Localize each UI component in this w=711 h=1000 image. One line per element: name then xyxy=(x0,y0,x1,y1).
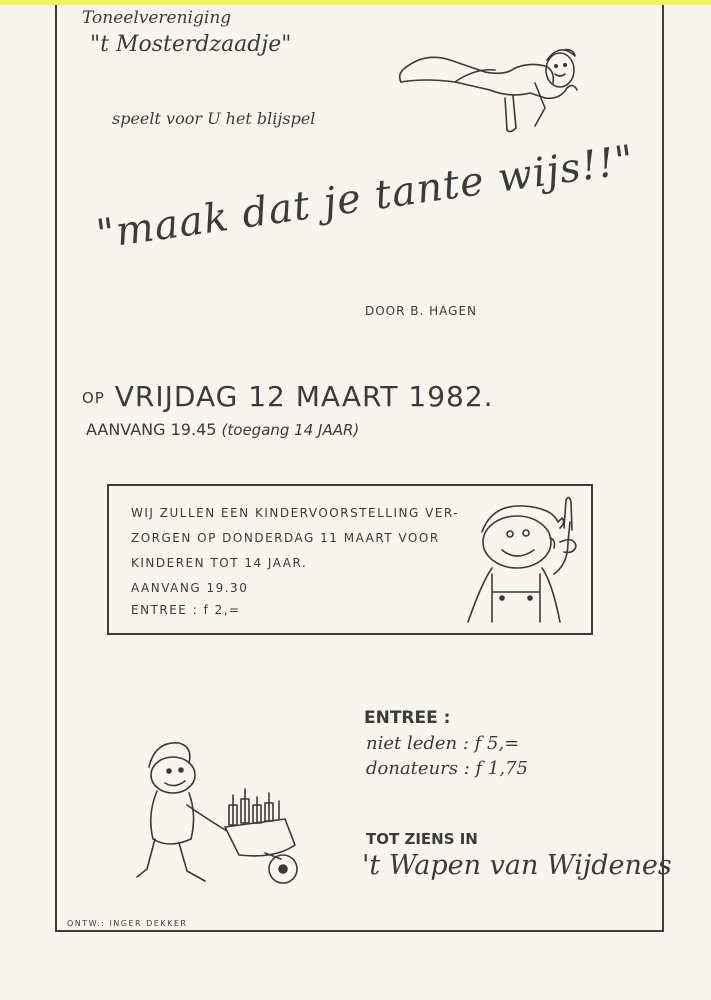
plays-announcement: speelt voor U het blijspel xyxy=(112,109,316,128)
play-title: "maak dat je tante wijs!!" xyxy=(93,136,638,258)
admission-heading: ENTREE : xyxy=(364,708,451,728)
admission-age: (toegang 14 JAAR) xyxy=(221,421,360,439)
frame-left-border xyxy=(55,5,57,932)
author-credit: DOOR B. HAGEN xyxy=(365,304,478,318)
kids-show-price: ENTREE : f 2,= xyxy=(131,603,241,617)
kids-show-line: KINDEREN TOT 14 JAAR. xyxy=(131,556,308,570)
kids-show-start: AANVANG 19.30 xyxy=(131,581,249,595)
organization-name-line2: "t Mosterdzaadje" xyxy=(90,32,292,57)
start-time-line xyxy=(86,420,359,439)
price-donors: donateurs : f 1,75 xyxy=(366,758,528,779)
performance-date xyxy=(82,380,494,413)
pointing-boy-illustration xyxy=(462,492,587,632)
wheelbarrow-man-illustration xyxy=(135,735,310,895)
kids-show-line: WIJ ZULLEN EEN KINDERVOORSTELLING VER- xyxy=(131,506,460,520)
designer-credit: ONTW.: INGER DEKKER xyxy=(67,919,188,928)
start-time: AANVANG 19.45 xyxy=(86,420,217,439)
top-edge-strip xyxy=(0,0,711,5)
organization-name-line1: Toneelvereniging xyxy=(82,8,232,28)
frame-bottom-border xyxy=(55,930,664,932)
kids-show-line: ZORGEN OP DONDERDAG 11 MAART VOOR xyxy=(131,531,440,545)
date-prefix: OP xyxy=(82,389,105,407)
frame-right-border xyxy=(662,5,664,932)
see-you-text: TOT ZIENS IN xyxy=(366,830,478,848)
reclining-man-illustration xyxy=(395,38,585,138)
venue-name: 't Wapen van Wijdenes xyxy=(362,850,672,881)
price-non-members: niet leden : f 5,= xyxy=(366,733,520,754)
date-text: VRIJDAG 12 MAART 1982. xyxy=(114,380,494,413)
